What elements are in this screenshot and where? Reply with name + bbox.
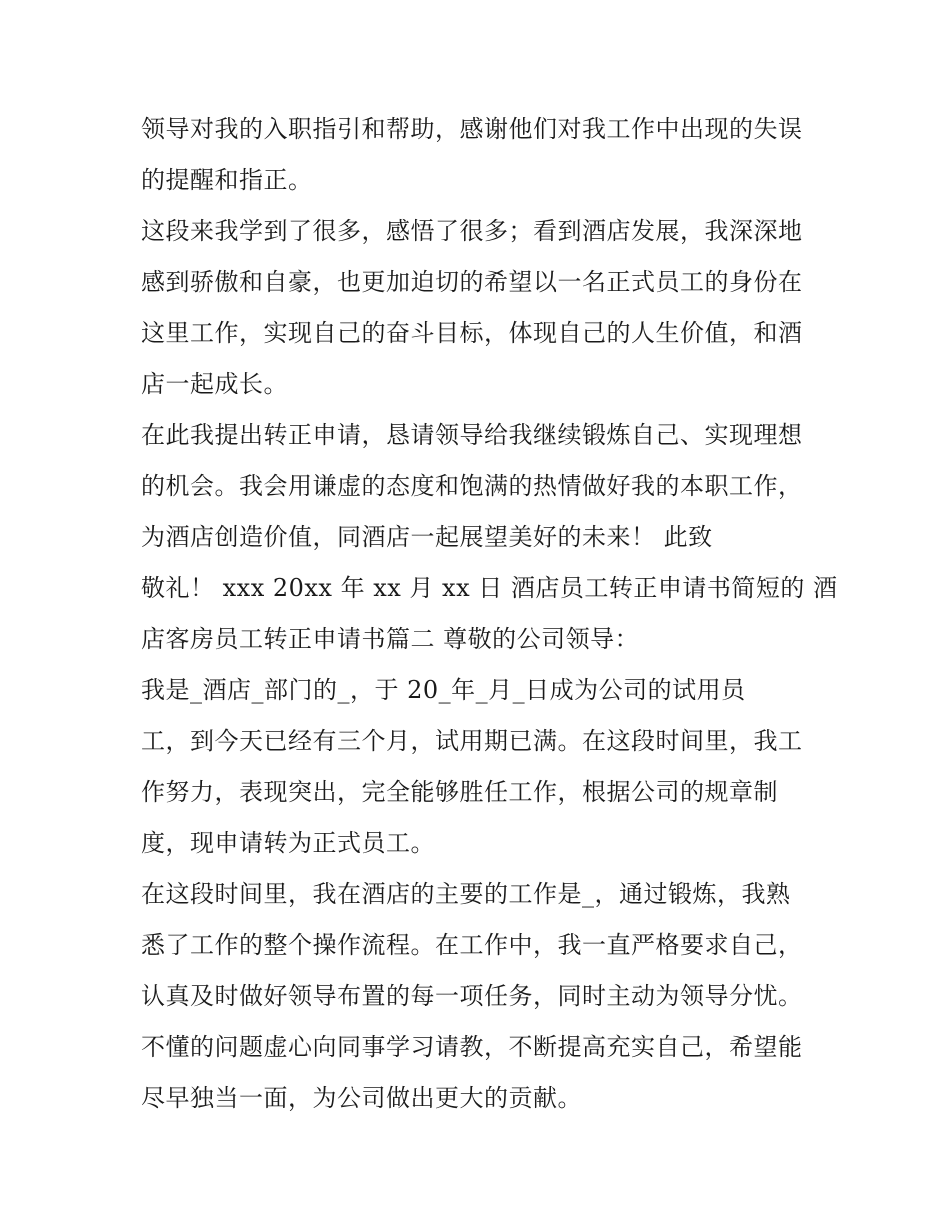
- text-line: 度，现申请转为正式员工。: [141, 829, 435, 857]
- text-line: 工，到今天已经有三个月，试用期已满。在这段时间里，我工: [141, 727, 803, 755]
- text-line: 为酒店创造价值，同酒店一起展望美好的未来！ 此致: [141, 523, 713, 551]
- document-body: [141, 104, 838, 1124]
- text-line: 认真及时做好领导布置的每一项任务，同时主动为领导分忧。: [141, 982, 803, 1010]
- text-line: 店客房员工转正申请书篇二 尊敬的公司领导：: [141, 625, 640, 653]
- text-line: 的提醒和指正。: [141, 166, 313, 194]
- text-line: 敬礼！ xxx 20xx 年 xx 月 xx 日 酒店员工转正申请书简短的 酒: [141, 574, 838, 602]
- text-line: 尽早独当一面，为公司做出更大的贡献。: [141, 1084, 582, 1112]
- text-line: 的机会。我会用谦虚的态度和饱满的热情做好我的本职工作，: [141, 472, 803, 500]
- text-line: 悉了工作的整个操作流程。在工作中，我一直严格要求自己，: [141, 931, 803, 959]
- text-line: 在此我提出转正申请，恳请领导给我继续锻炼自己、实现理想: [141, 421, 803, 449]
- text-line: 不懂的问题虚心向同事学习请教，不断提高充实自己，希望能: [141, 1033, 803, 1061]
- text-line: 店一起成长。: [141, 370, 288, 398]
- text-line: 作努力，表现突出，完全能够胜任工作，根据公司的规章制: [141, 778, 778, 806]
- text-line: 这里工作，实现自己的奋斗目标，体现自己的人生价值，和酒: [141, 319, 803, 347]
- text-line: 在这段时间里，我在酒店的主要的工作是_，通过锻炼，我熟: [141, 880, 791, 908]
- text-line: 这段来我学到了很多，感悟了很多；看到酒店发展，我深深地: [141, 217, 803, 245]
- text-line: 感到骄傲和自豪，也更加迫切的希望以一名正式员工的身份在: [141, 268, 803, 296]
- text-line: 领导对我的入职指引和帮助，感谢他们对我工作中出现的失误: [141, 115, 803, 143]
- text-line: 我是_酒店_部门的_，于 20_年_月_日成为公司的试用员: [141, 676, 746, 704]
